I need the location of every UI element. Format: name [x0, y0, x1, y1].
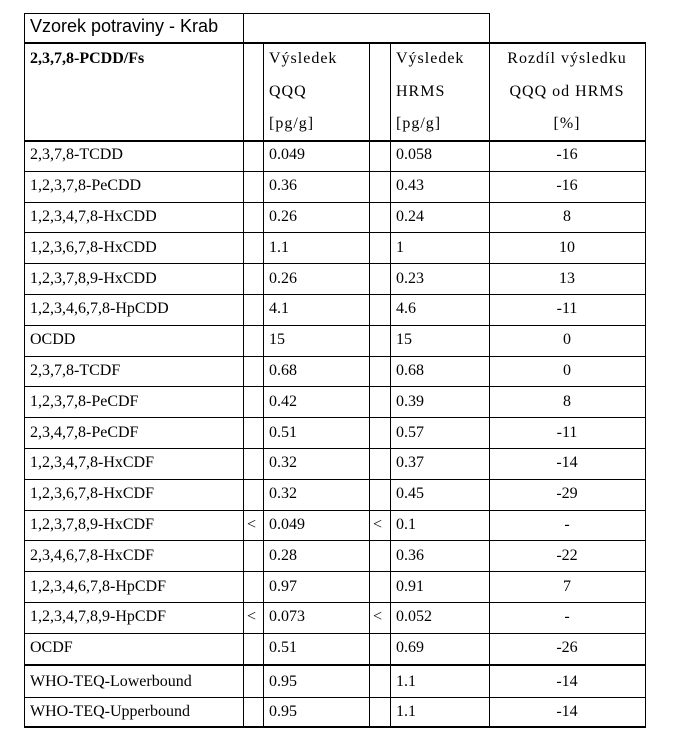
row-9-diff: -11 — [556, 423, 578, 441]
row-11-hrms: 0.45 — [396, 485, 424, 503]
row-7-bottom-border — [24, 386, 646, 387]
header-hrms-0: Výsledek — [396, 50, 465, 67]
row-0-qqq: 0.049 — [269, 146, 305, 164]
row-1-qqq: 0.36 — [269, 177, 297, 195]
row-15-diff: - — [564, 608, 570, 626]
total-1-qqq: 0.95 — [269, 703, 297, 721]
row-13-diff: -22 — [556, 546, 578, 564]
row-1-diff: -16 — [556, 177, 578, 195]
total-0-bottom-border — [24, 697, 646, 698]
row-15-hrms-sign: < — [373, 608, 383, 626]
row-16-diff: -26 — [556, 639, 578, 657]
row-12-qqq: 0.049 — [269, 516, 305, 533]
row-1-name: 1,2,3,7,8-PeCDD — [30, 177, 142, 195]
row-4-qqq: 0.26 — [269, 269, 297, 287]
row-3-name: 1,2,3,6,7,8-HxCDD — [30, 238, 157, 256]
row-3-hrms: 1 — [396, 238, 404, 256]
row-0-bottom-border — [24, 171, 646, 172]
row-0-hrms: 0.058 — [396, 146, 432, 164]
table-title: Vzorek potraviny - Krab — [30, 16, 219, 36]
row-15-hrms: 0.052 — [396, 608, 432, 626]
row-2-bottom-border — [24, 232, 646, 233]
header-qqq-0: Výsledek — [269, 50, 338, 67]
table-bottom-border — [24, 726, 646, 728]
row-4-diff: 13 — [559, 269, 575, 287]
total-0-qqq: 0.95 — [269, 672, 297, 690]
title-top-border — [24, 13, 490, 14]
row-13-bottom-border — [24, 571, 646, 572]
header-hrms-1: HRMS — [396, 83, 446, 100]
row-16-hrms: 0.69 — [396, 639, 424, 657]
header-hrms-2: [pg/g] — [396, 115, 442, 132]
totals-separator-top — [24, 665, 646, 666]
row-2-qqq: 0.26 — [269, 208, 297, 225]
title-left-border — [24, 13, 25, 42]
row-3-diff: 10 — [559, 238, 575, 256]
row-5-name: 1,2,3,4,6,7,8-HpCDD — [30, 300, 169, 318]
row-11-diff: -29 — [556, 485, 578, 503]
row-13-qqq: 0.28 — [269, 546, 297, 564]
total-0-diff: -14 — [556, 672, 578, 690]
row-5-hrms: 4.6 — [396, 300, 416, 318]
row-2-name: 1,2,3,4,7,8-HxCDD — [30, 208, 157, 225]
row-8-bottom-border — [24, 417, 646, 418]
row-1-bottom-border — [24, 202, 646, 203]
row-10-bottom-border — [24, 479, 646, 480]
row-7-hrms: 0.68 — [396, 362, 424, 379]
divider-sign-qqq — [243, 42, 244, 727]
row-11-qqq: 0.32 — [269, 485, 297, 503]
header-qqq-2: [pg/g] — [269, 115, 315, 132]
row-10-diff: -14 — [556, 454, 578, 472]
header-qqq-1: QQQ — [269, 83, 307, 100]
row-7-name: 2,3,7,8-TCDF — [30, 362, 121, 379]
row-5-qqq: 4.1 — [269, 300, 289, 318]
title-bottom-border — [24, 42, 646, 44]
row-10-qqq: 0.32 — [269, 454, 297, 472]
row-9-hrms: 0.57 — [396, 423, 424, 441]
row-15-name: 1,2,3,4,7,8,9-HpCDF — [30, 608, 167, 626]
row-12-bottom-border — [24, 540, 646, 541]
row-12-diff: - — [564, 516, 570, 533]
row-14-name: 1,2,3,4,6,7,8-HpCDF — [30, 577, 167, 595]
header-diff-1: QQQ od HRMS — [509, 83, 625, 100]
divider-sign-hrms — [369, 42, 370, 727]
row-6-hrms: 15 — [396, 331, 412, 349]
row-12-hrms-sign: < — [373, 516, 383, 533]
row-8-diff: 8 — [563, 392, 571, 410]
row-8-hrms: 0.39 — [396, 392, 424, 410]
row-16-qqq: 0.51 — [269, 639, 297, 657]
row-2-diff: 8 — [563, 208, 571, 225]
row-9-qqq: 0.51 — [269, 423, 297, 441]
row-11-name: 1,2,3,6,7,8-HxCDF — [30, 485, 155, 503]
row-7-diff: 0 — [563, 362, 571, 379]
row-6-bottom-border — [24, 356, 646, 357]
divider-hrms — [390, 42, 391, 727]
left-border — [24, 42, 25, 727]
total-1-hrms: 1.1 — [396, 703, 416, 721]
row-12-qqq-sign: < — [247, 516, 257, 533]
row-16-name: OCDF — [30, 639, 73, 657]
row-12-hrms: 0.1 — [396, 516, 416, 533]
row-4-bottom-border — [24, 294, 646, 295]
header-bottom-border — [24, 140, 646, 142]
header-diff-0: Rozdíl výsledku — [507, 50, 627, 67]
row-7-qqq: 0.68 — [269, 362, 297, 379]
row-14-bottom-border — [24, 602, 646, 603]
row-0-name: 2,3,7,8-TCDD — [30, 146, 123, 164]
total-1-name: WHO-TEQ-Upperbound — [30, 703, 190, 721]
row-2-hrms: 0.24 — [396, 208, 424, 225]
row-15-qqq: 0.073 — [269, 608, 305, 626]
right-border — [645, 42, 646, 727]
row-11-bottom-border — [24, 510, 646, 511]
row-5-diff: -11 — [556, 300, 578, 318]
row-13-hrms: 0.36 — [396, 546, 424, 564]
row-8-qqq: 0.42 — [269, 392, 297, 410]
row-8-name: 1,2,3,7,8-PeCDF — [30, 392, 139, 410]
divider-diff — [489, 42, 490, 727]
row-6-diff: 0 — [563, 331, 571, 349]
title-divider-1 — [243, 13, 244, 42]
total-0-name: WHO-TEQ-Lowerbound — [30, 672, 192, 690]
title-divider-2 — [489, 13, 490, 42]
header-analyte: 2,3,7,8-PCDD/Fs — [30, 50, 145, 67]
divider-qqq — [263, 42, 264, 727]
row-0-diff: -16 — [556, 146, 578, 164]
row-14-qqq: 0.97 — [269, 577, 297, 595]
row-13-name: 2,3,4,6,7,8-HxCDF — [30, 546, 155, 564]
row-6-qqq: 15 — [269, 331, 285, 349]
row-3-qqq: 1.1 — [269, 238, 289, 256]
row-9-name: 2,3,4,7,8-PeCDF — [30, 423, 139, 441]
row-1-hrms: 0.43 — [396, 177, 424, 195]
row-14-hrms: 0.91 — [396, 577, 424, 595]
total-0-hrms: 1.1 — [396, 672, 416, 690]
row-10-name: 1,2,3,4,7,8-HxCDF — [30, 454, 155, 472]
row-3-bottom-border — [24, 263, 646, 264]
total-1-diff: -14 — [556, 703, 578, 721]
row-10-hrms: 0.37 — [396, 454, 424, 472]
row-12-name: 1,2,3,7,8,9-HxCDF — [30, 516, 155, 533]
row-4-name: 1,2,3,7,8,9-HxCDD — [30, 269, 157, 287]
row-5-bottom-border — [24, 325, 646, 326]
row-14-diff: 7 — [563, 577, 571, 595]
row-15-qqq-sign: < — [247, 608, 257, 626]
header-diff-2: [%] — [553, 115, 581, 132]
row-9-bottom-border — [24, 448, 646, 449]
row-15-bottom-border — [24, 633, 646, 634]
row-6-name: OCDD — [30, 331, 76, 349]
row-4-hrms: 0.23 — [396, 269, 424, 287]
